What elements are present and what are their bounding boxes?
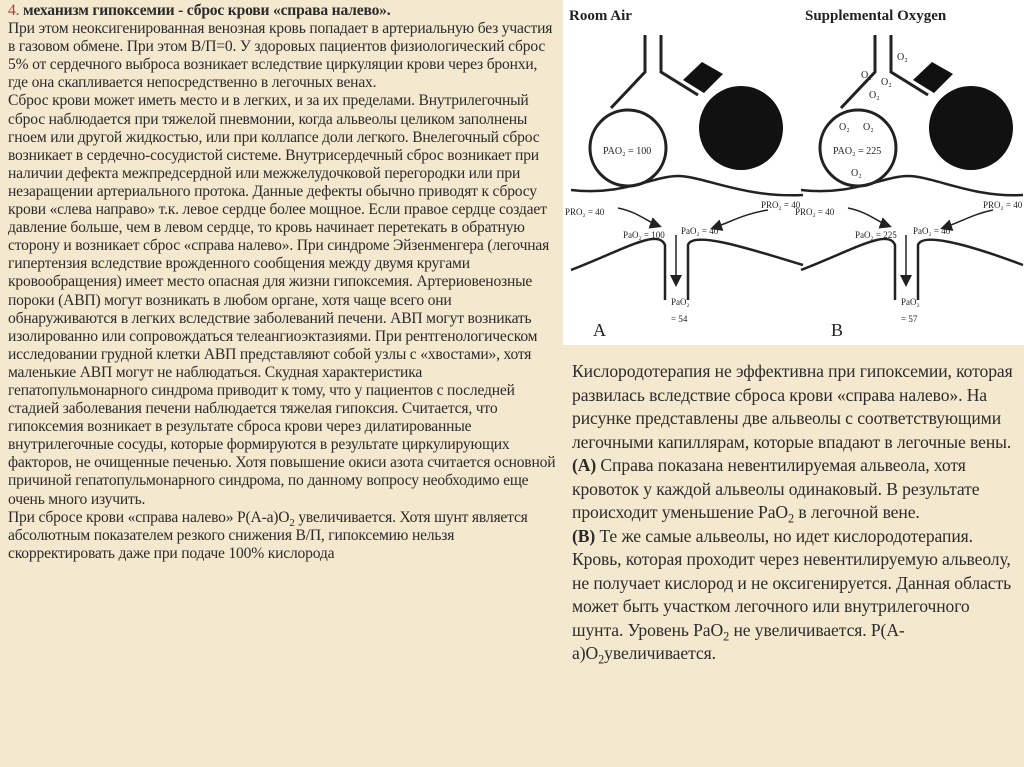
o2-alv-1: O₂ xyxy=(839,122,850,133)
panel-b-label: B xyxy=(831,320,844,340)
panel-b-title: Supplemental Oxygen xyxy=(805,8,947,24)
o2-airway-4: O₂ xyxy=(869,90,880,101)
panel-b xyxy=(795,8,1023,340)
panel-a-title: Room Air xyxy=(569,8,632,24)
o2-alv-2: O₂ xyxy=(863,122,874,133)
pa-out-top-a: PaO₂ xyxy=(671,297,690,307)
pa-out-b: = 57 xyxy=(901,314,918,324)
pa-mid-a: PaO₂ = 100 xyxy=(623,230,665,240)
pao2-label-b: PAO₂ = 225 xyxy=(833,146,882,157)
o2-airway-3: O₂ xyxy=(881,77,892,88)
o2-alv-3: O₂ xyxy=(851,168,862,179)
o2-airway-2: O₂ xyxy=(861,70,872,81)
pa-out-top-b: PaO₂ xyxy=(901,297,920,307)
pa-right-b: PaO₂ = 40 xyxy=(913,226,951,236)
pro2-left-a: PRO₂ = 40 xyxy=(565,207,605,217)
panel-a xyxy=(565,8,803,340)
alveolus-unventilated-b xyxy=(929,86,1013,170)
pro2-right-b: PRO₂ = 40 xyxy=(983,200,1023,210)
paragraph-2: Сброс крови может иметь место и в легких, и за их пределами. Внутрилегочный сброс наблюдается при тяжелой пневмонии, когда альвеолы целиком заполнены гноем или другой жидкостью, или при коллапсе доли легкого. Внелегочный сброс возникает в сердечно-сосудистой системе. Внутрисердечный сброс возникает при наличии дефекта межпредсердной или межжелудочковой перегородки или при незаращении артериального протока. Данные дефекты обычно приводят к сбросу крови «слева направо» т.к. левое сердце более мощное. Если правое сердце создает давление больше, чем в левом сердце, то кровь начинает перетекать в обратную сторону и возникает сброс «справа налево». При синдроме Эйзенменгера (легочная гипертензия вследствие врожденного сообщения между двумя кругами кровообращения) имеет место опасная для жизни гипоксемия. Артериовенозные пороки (АВП) могут возникать в любом органе, хотя чаще всего они обнаруживаются в легких вследствие заболеваний печени. АВП могут возникать изолированно или сопровождаться телеангиоэктазиями. При рентгенологическом исследовании грудной клетки АВП представляют собой узлы с «хвостами», хотя маленькие АВП могут не наблюдаться. Скудная характеристика гепатопульмонарного синдрома приводит к тому, что у пациентов с последней стадией заболевания печени наблюдается тяжелая гипоксия. Считается, что гипоксемия возникает в результате сброса крови через дилатированные внутрилегочные сосуды, которые формируются в результате циркулирующих факторов, не очищенные печенью. Хотя повышение окиси азота считается основной причиной гепатопульмонарного синдрома, по данному вопросу необходимо еще очень много изучить. xyxy=(8,92,556,508)
caption-intro: Кислородотерапия не эффективна при гипоксемии, которая развилась вследствие сброса крови «справа налево». На рисунке представлены две альвеолы с соответствующими легочными капиллярам, которые впадают в легочные вены. xyxy=(572,361,1013,452)
pro2-right-a: PRO₂ = 40 xyxy=(761,200,801,210)
alveolus-unventilated-a xyxy=(699,86,783,170)
heading-number: 4. xyxy=(8,2,20,19)
caption-a: (А) Справа показана невентилируемая альвеола, хотя кровоток у каждой альвеолы одинаковый. В результате происходит уменьшение PaO$_2$ в легочной вене. xyxy=(572,455,980,526)
pa-mid-b: PaO₂ = 225 xyxy=(855,230,897,240)
pro2-left-b: PRO₂ = 40 xyxy=(795,207,835,217)
shunt-figure xyxy=(563,0,1024,345)
heading-text: механизм гипоксемии - сброс крови «справа налево». xyxy=(23,2,391,19)
paragraph-1: При этом неоксигенированная венозная кровь попадает в артериальную без участия в газовом обмене. При этом В/П=0. У здоровых пациентов физиологический сброс 5% от сердечного выброса возникает вследствие циркуляции крови через бронхи, где она скапливается непосредственно в легочных венах. xyxy=(8,20,553,92)
section-heading xyxy=(8,2,558,20)
right-text-column xyxy=(572,360,1020,666)
caption-b: (В) Те же самые альвеолы, но идет кислородотерапия. Кровь, которая проходит через невентилируемую альвеолу, не получает кислород и не оксигенируется. Данная область может быть участком легочного или внутрилегочного шунта. Уровень PaO$_2$ не увеличивается. $P(A-a)O_2увеличивается$. xyxy=(572,525,1012,667)
pa-right-a: PaO₂ = 40 xyxy=(681,226,719,236)
pa-out-a: = 54 xyxy=(671,314,688,324)
left-text-column xyxy=(8,2,558,563)
paragraph-3: При сбросе крови «справа налево» $P(A-a)O_2$ увеличивается. Хотя шунт является абсолютным показателем резкого снижения В/П, гипоксемию нельзя скорректировать даже при подаче 100% кислорода xyxy=(8,508,528,562)
pao2-label-a: PAO₂ = 100 xyxy=(603,146,652,157)
panel-a-label: A xyxy=(593,320,606,340)
o2-airway-1: O₂ xyxy=(897,52,908,63)
